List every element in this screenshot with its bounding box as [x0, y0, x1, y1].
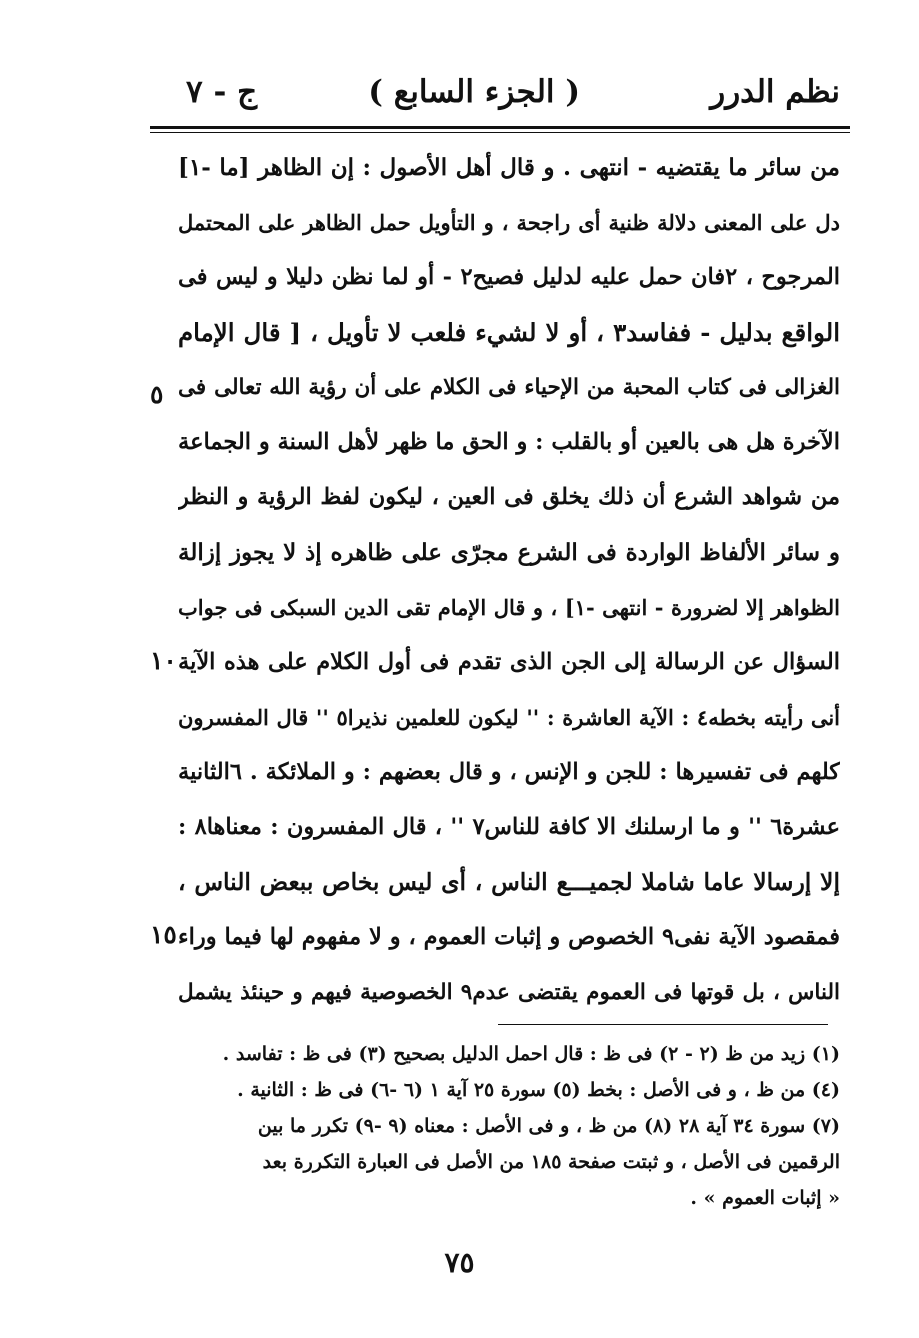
text-line: أنى رأيته بخطه٤ : الآية العاشرة : '' ليكون للعلمين نذيرا٥ '' قال المفسرون [178, 705, 840, 730]
text-line: الناس ، بل قوتها فى العموم يقتضى عدم٩ الخصوصية فيهم و حينئذ يشمل [178, 980, 840, 1005]
footnote-line: الرقمين فى الأصل ، و ثبتت صفحة ١٨٥ من الأصل فى العبارة التكررة بعد [262, 1151, 840, 1173]
header-rule-thin [150, 132, 850, 133]
text-line: و سائر الألفاظ الواردة فى الشرع مجرّى على ظاهره إذ لا يجوز إزالة [178, 539, 840, 566]
text-line: السؤال عن الرسالة إلى الجن الذى تقدم فى أول الكلام على هذه الآية [178, 649, 840, 675]
footnote-line: « إثبات العموم » . [690, 1187, 840, 1209]
text-line: من شواهد الشرع أن ذلك يخلق فى العين ، ليكون لفظ الرؤية و النظر [178, 484, 840, 510]
line-number-10: ١٠ [150, 646, 177, 675]
text-line: فمقصود الآية نفى٩ الخصوص و إثبات العموم ، و لا مفهوم لها فيما وراء [178, 924, 840, 950]
footnotes [178, 1036, 840, 1216]
text-line: كلهم فى تفسيرها : للجن و الإنس ، و قال بعضهم : و الملائكة . ٦الثانية [178, 759, 840, 785]
main-text [178, 140, 840, 1020]
text-line: دل على المعنى دلالة ظنية أى راجحة ، و التأويل حمل الظاهر على المحتمل [178, 210, 840, 235]
book-title: نظم الدرر [710, 74, 840, 110]
text-line: من سائر ما يقتضيه - انتهى . و قال أهل الأصول : إن الظاهر [ما -١] [178, 154, 840, 181]
footnote-line: (٤) من ظ ، و فى الأصل : بخط (٥) سورة ٢٥ آية ١ (٦ -٦) فى ظ : الثانية . [237, 1079, 840, 1101]
text-line: الغزالى فى كتاب المحبة من الإحياء فى الكلام على أن رؤية الله تعالى فى [178, 375, 840, 400]
footnote-rule [498, 1024, 828, 1025]
text-line: الآخرة هل هى بالعين أو بالقلب : و الحق ما ظهر لأهل السنة و الجماعة [178, 429, 840, 455]
footnote-line: (٧) سورة ٣٤ آية ٢٨ (٨) من ظ ، و فى الأصل : معناه (٩ -٩) تكرر ما بين [257, 1115, 840, 1137]
header-rule-thick [150, 126, 850, 129]
line-number-15: ١٥ [150, 920, 177, 949]
text-line: إلا إرسالا عاما شاملا لجميـــع الناس ، أى ليس بخاص ببعض الناس ، [178, 868, 840, 896]
text-line: المرجوح ، ٢فان حمل عليه لدليل فصيح٢ - أو لما نظن دليلا و ليس فى [178, 264, 840, 290]
text-line: عشرة٦ '' و ما ارسلنك الا كافة للناس٧ '' ، قال المفسرون : معناها٨ : [178, 814, 840, 840]
line-number-5: ٥ [150, 380, 164, 409]
footnote-line: (١) زيد من ظ (٢ - ٢) فى ظ : قال احمل الدليل بصحيح (٣) فى ظ : تفاسد . [222, 1043, 840, 1065]
volume-short: ج - ٧ [186, 74, 258, 110]
text-line: الظواهر إلا لضرورة - انتهى -١] ، و قال الإمام تقى الدين السبكى فى جواب [178, 595, 840, 620]
volume-name: ( الجزء السابع ) [368, 74, 580, 110]
text-line: الواقع بدليل - ففاسد٣ ، أو لا لشيء فلعب لا تأويل ، [ قال الإمام [178, 318, 840, 347]
running-header [150, 68, 840, 118]
page-number: ٧٥ [444, 1246, 475, 1279]
